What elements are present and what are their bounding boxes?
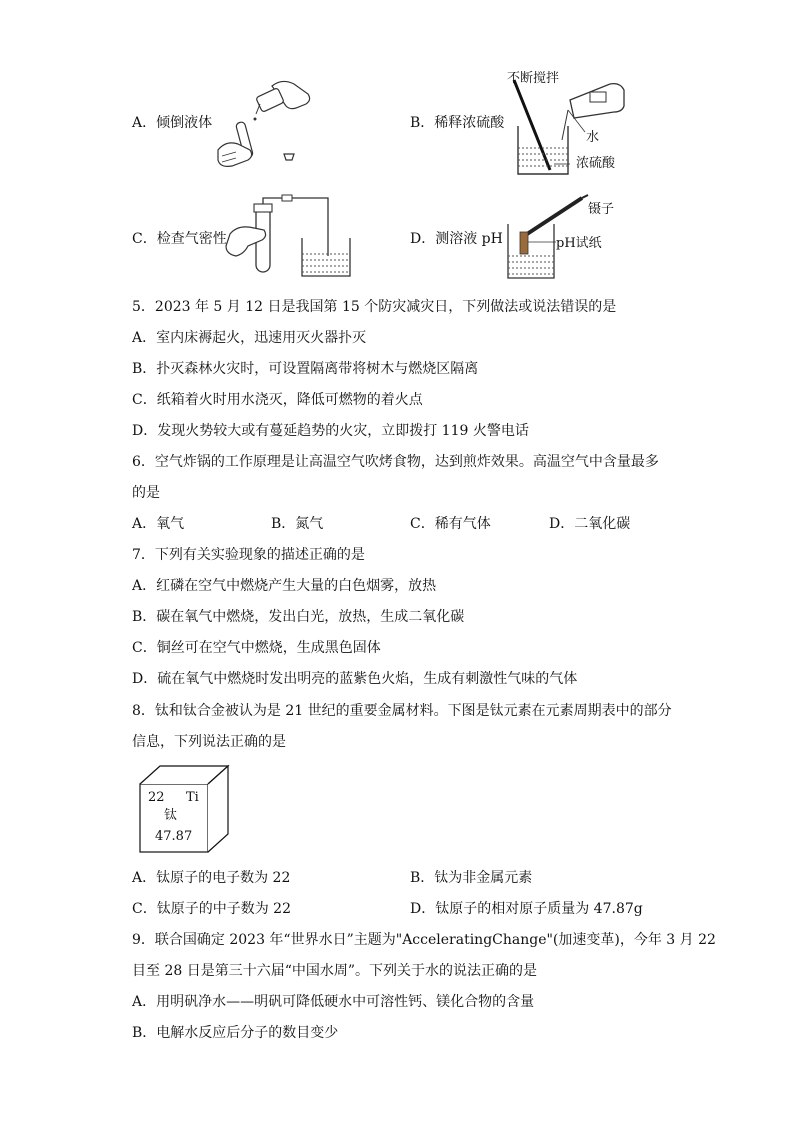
q6-option-a: A．氧气: [132, 516, 185, 532]
pour-liquid-figure: [210, 74, 320, 174]
q6-stem-line2: 的是: [132, 485, 160, 501]
q7-option-c: C．铜丝可在空气中燃烧，生成黑色固体: [132, 640, 381, 656]
element-atomic-number: 22: [148, 790, 165, 805]
q4-option-b: B．稀释浓硫酸: [410, 115, 505, 131]
stir-label: 不断搅拌: [507, 71, 560, 86]
q6-option-d: D．二氧化碳: [549, 516, 631, 532]
q9-stem-line1: 9．联合国确定 2023 年“世界水日”主题为"AcceleratingChange"(加速变革)，今年 3 月 22: [132, 932, 716, 948]
q7-option-a: A．红磷在空气中燃烧产生大量的白色烟雾，放热: [132, 578, 437, 594]
element-name: 钛: [164, 808, 178, 823]
tweezers-label: 镊子: [588, 202, 615, 217]
q7-option-b: B．碳在氧气中燃烧，发出白光，放热，生成二氧化碳: [132, 609, 465, 625]
q6-option-b: B．氮气: [271, 516, 324, 532]
q4-option-d: D．测溶液 pH: [410, 231, 503, 247]
q5-option-b: B．扑灭森林火灾时，可设置隔离带将树木与燃烧区隔离: [132, 361, 479, 377]
q6-stem-line1: 6．空气炸锅的工作原理是让高温空气吹烤食物，达到煎炸效果。高温空气中含量最多: [132, 454, 659, 470]
water-label: 水: [586, 130, 600, 145]
q4-option-a: A．倾倒液体: [132, 115, 213, 131]
q8-option-d: D．钛原子的相对原子质量为 47.87g: [410, 901, 643, 917]
q4-option-c: C．检查气密性: [132, 231, 227, 247]
q5-option-a: A．室内床褥起火，迅速用灭火器扑灭: [132, 330, 367, 346]
q5-option-d: D．发现火势较大或有蔓延趋势的火灾，立即拨打 119 火警电话: [132, 423, 529, 439]
q7-stem: 7．下列有关实验现象的描述正确的是: [132, 547, 365, 563]
airtightness-check-figure: [222, 192, 352, 280]
q5-stem: 5．2023 年 5 月 12 日是我国第 15 个防灾减灾日，下列做法或说法错误的是: [132, 299, 617, 315]
q6-option-c: C．稀有气体: [410, 516, 491, 532]
q8-stem-line1: 8．钛和钛合金被认为是 21 世纪的重要金属材料。下图是钛元素在元素周期表中的部分: [132, 703, 672, 719]
q8-stem-line2: 信息，下列说法正确的是: [132, 734, 286, 750]
q5-option-c: C．纸箱着火时用水浇灭，降低可燃物的着火点: [132, 392, 423, 408]
q8-option-b: B．钛为非金属元素: [410, 870, 533, 886]
q9-stem-line2: 目至 28 日是第三十六届“中国水周”。下列关于水的说法正确的是: [132, 963, 538, 979]
q8-option-a: A．钛原子的电子数为 22: [132, 870, 291, 886]
q8-option-c: C．钛原子的中子数为 22: [132, 901, 291, 917]
q7-option-d: D．硫在氧气中燃烧时发出明亮的蓝紫色火焰，生成有刺激性气味的气体: [132, 671, 578, 687]
q9-option-b: B．电解水反应后分子的数目变少: [132, 1025, 339, 1041]
ph-paper-label: pH试纸: [556, 236, 602, 251]
element-symbol: Ti: [186, 790, 199, 805]
q9-option-a: A．用明矾净水——明矾可降低硬水中可溶性钙、镁化合物的含量: [132, 994, 535, 1010]
conc-sulfuric-label: 浓硫酸: [576, 156, 616, 171]
element-mass: 47.87: [155, 829, 193, 844]
